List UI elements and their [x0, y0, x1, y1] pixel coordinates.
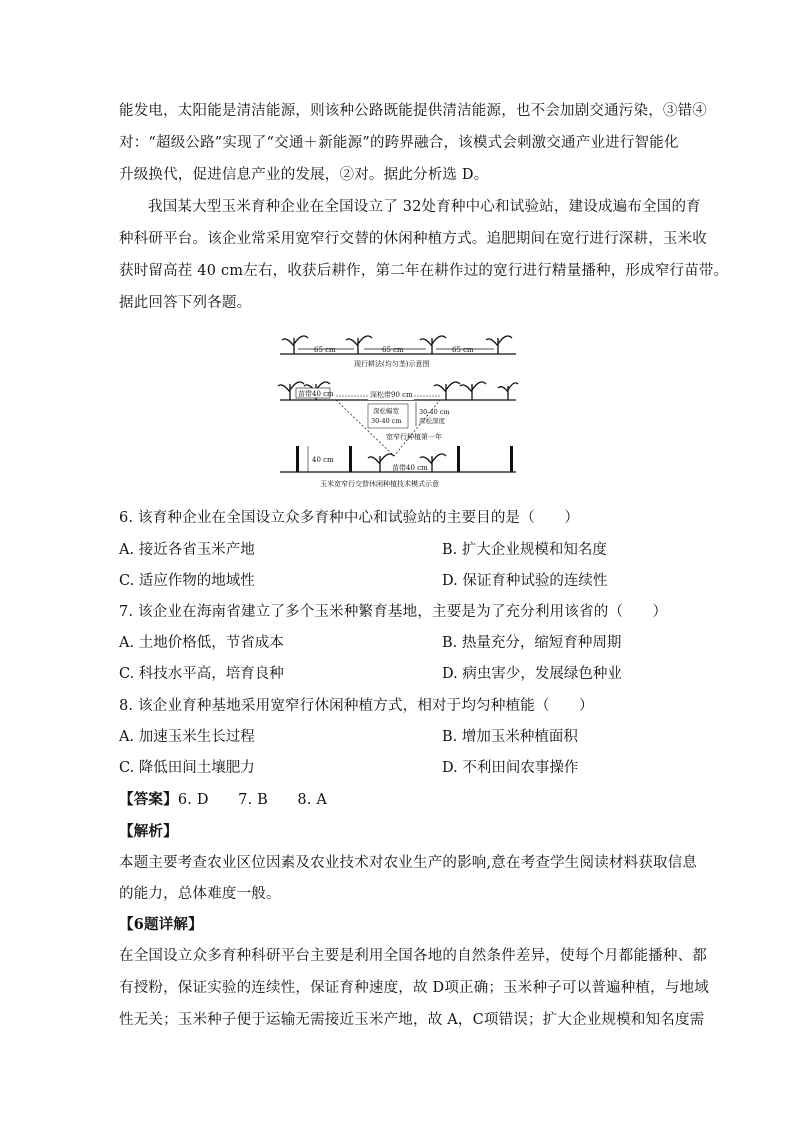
spacing-label: 65 cm [314, 346, 336, 354]
planting-diagram [276, 326, 520, 492]
question-stem: 6. 该育种企业在全国设立众多育种中心和试验站的主要目的是（ ） [119, 510, 580, 526]
option-c: C. 降低田间土壤肥力 [119, 760, 255, 776]
text-line: 我国某大型玉米育种企业在全国设立了 32处育种中心和试验站，建设成遍布全国的育 [148, 199, 701, 215]
option-c: C. 适应作物的地域性 [119, 573, 255, 589]
text-line: 有授粉，保证实验的连续性，保证育种速度，故 D项正确；玉米种子可以普遍种植，与地域 [119, 980, 709, 996]
option-d: D. 病虫害少，发展绿色种业 [442, 666, 622, 682]
option-b: B. 增加玉米种植面积 [442, 729, 578, 745]
option-a: A. 接近各省玉米产地 [119, 542, 255, 558]
figure-caption-top: 现行耕法(均匀垄)示意图 [354, 360, 430, 368]
first-year-label: 宽窄行种植第一年 [386, 433, 442, 441]
text-line: 种科研平台。该企业常采用宽窄行交替的休闲种植方式。追肥期间在宽行进行深耕，玉米收 [119, 231, 707, 247]
question-stem: 7. 该企业在海南省建立了多个玉米种繁育基地，主要是为了充分利用该省的（ ） [119, 604, 668, 620]
text-line: 性无关；玉米种子便于运输无需接近玉米产地，故 A，C项错误；扩大企业规模和知名度需 [119, 1012, 705, 1028]
depth-label: 深松深度 [419, 417, 445, 425]
option-b: B. 热量充分，缩短育种周期 [442, 635, 622, 651]
text-line: 在全国设立众多育种科研平台主要是利用全国各地的自然条件差异，使每个月都能播种、都 [119, 948, 707, 964]
detail-tag: 【6题详解】 [119, 916, 203, 933]
stubble-height-label: 40 cm [312, 456, 334, 464]
text-line: 能发电，太阳能是清洁能源，则该种公路既能提供清洁能源，也不会加剧交通污染，③错④ [119, 103, 707, 119]
answer-text: 6. D 7. B 8. A [177, 792, 328, 808]
option-b: B. 扩大企业规模和知名度 [442, 542, 607, 558]
analysis-tag: 【解析】 [119, 823, 178, 840]
depth-value: 30-40 cm [419, 408, 450, 416]
width-label: 深松幅宽 [373, 407, 399, 415]
width-value: 30-40 cm [371, 417, 402, 425]
text-line: 对：“超级公路”实现了“交通＋新能源”的跨界融合，该模式会刺激交通产业进行智能化 [119, 135, 679, 151]
figure-caption-bottom: 玉米宽窄行交替休闲种植技术模式示意 [320, 480, 439, 488]
deep-loosening-label: 深松带90 cm [370, 391, 413, 399]
option-c: C. 科技水平高，培育良种 [119, 666, 284, 682]
option-d: D. 保证育种试验的连续性 [442, 573, 608, 589]
option-d: D. 不利田间农事操作 [442, 760, 579, 776]
seedling-band-label: 苗带40 cm [298, 390, 334, 398]
spacing-label: 65 cm [382, 346, 404, 354]
spacing-label: 65 cm [452, 346, 474, 354]
answer-line [119, 790, 679, 810]
question-stem: 8. 该企业育种基地采用宽窄行休闲种植方式，相对于均匀种植能（ ） [119, 698, 594, 714]
text-line: 据此回答下列各题。 [119, 295, 252, 311]
option-a: A. 加速玉米生长过程 [119, 729, 255, 745]
text-line: 的能力，总体难度一般。 [119, 886, 281, 902]
seedling-band-label: 苗带40 cm [392, 464, 428, 472]
text-line: 本题主要考查农业区位因素及农业技术对农业生产的影响,意在考查学生阅读材料获取信息 [119, 855, 698, 871]
answer-tag: 【答案】 [119, 791, 178, 808]
text-line: 获时留高茬 40 cm左右，收获后耕作，第二年在耕作过的宽行进行精量播种，形成窄行苗带。 [119, 263, 729, 279]
text-line: 升级换代，促进信息产业的发展，②对。据此分析选 D。 [119, 167, 489, 183]
option-a: A. 土地价格低，节省成本 [119, 635, 284, 651]
